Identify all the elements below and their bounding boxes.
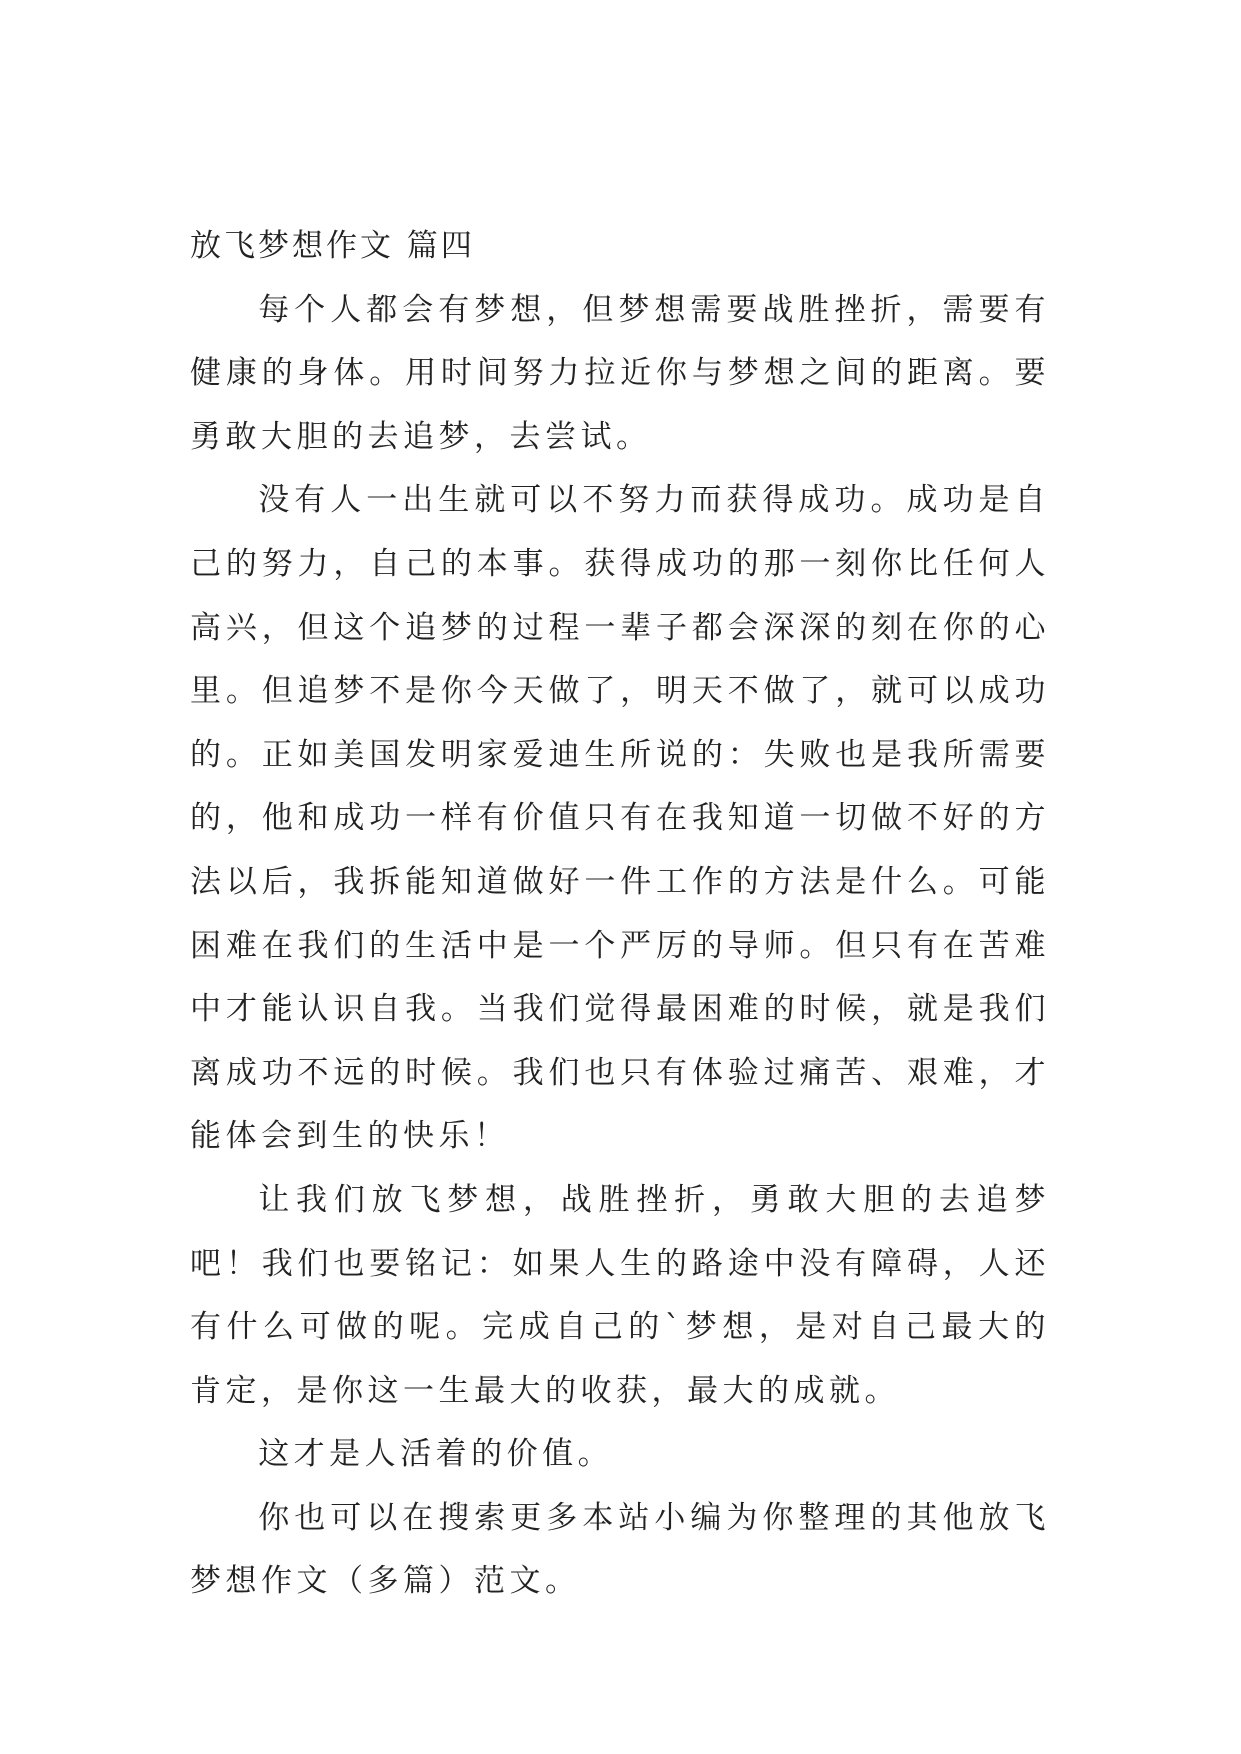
paragraph-1: 每个人都会有梦想，但梦想需要战胜挫折，需要有健康的身体。用时间努力拉近你与梦想之间的距离。要勇敢大胆的去追梦，去尝试。 bbox=[190, 291, 1050, 455]
document-body bbox=[190, 215, 1050, 1614]
paragraph-5: 你也可以在搜索更多本站小编为你整理的其他放飞梦想作文（多篇）范文。 bbox=[190, 1499, 1050, 1600]
document-title: 放飞梦想作文 篇四 bbox=[190, 228, 475, 264]
paragraph-3: 让我们放飞梦想，战胜挫折，勇敢大胆的去追梦吧！我们也要铭记：如果人生的路途中没有障碍，人还有什么可做的呢。完成自己的`梦想，是对自己最大的肯定，是你这一生最大的收获，最大的成就。 bbox=[190, 1181, 1050, 1409]
paragraph-4: 这才是人活着的价值。 bbox=[258, 1436, 614, 1473]
paragraph-2: 没有人一出生就可以不努力而获得成功。成功是自己的努力，自己的本事。获得成功的那一刻你比任何人高兴，但这个追梦的过程一辈子都会深深的刻在你的心里。但追梦不是你今天做了，明天不做了，就可以成功的。正如美国发明家爱迪生所说的：失败也是我所需要的，他和成功一样有价值只有在我知道一切做不好的方法以后，我拆能知道做好一件工作的方法是什么。可能困难在我们的生活中是一个严厉的导师。但只有在苦难中才能认识自我。当我们觉得最困难的时候，就是我们离成功不远的时候。我们也只有体验过痛苦、艰难，才能体会到生的快乐！ bbox=[190, 482, 1050, 1155]
